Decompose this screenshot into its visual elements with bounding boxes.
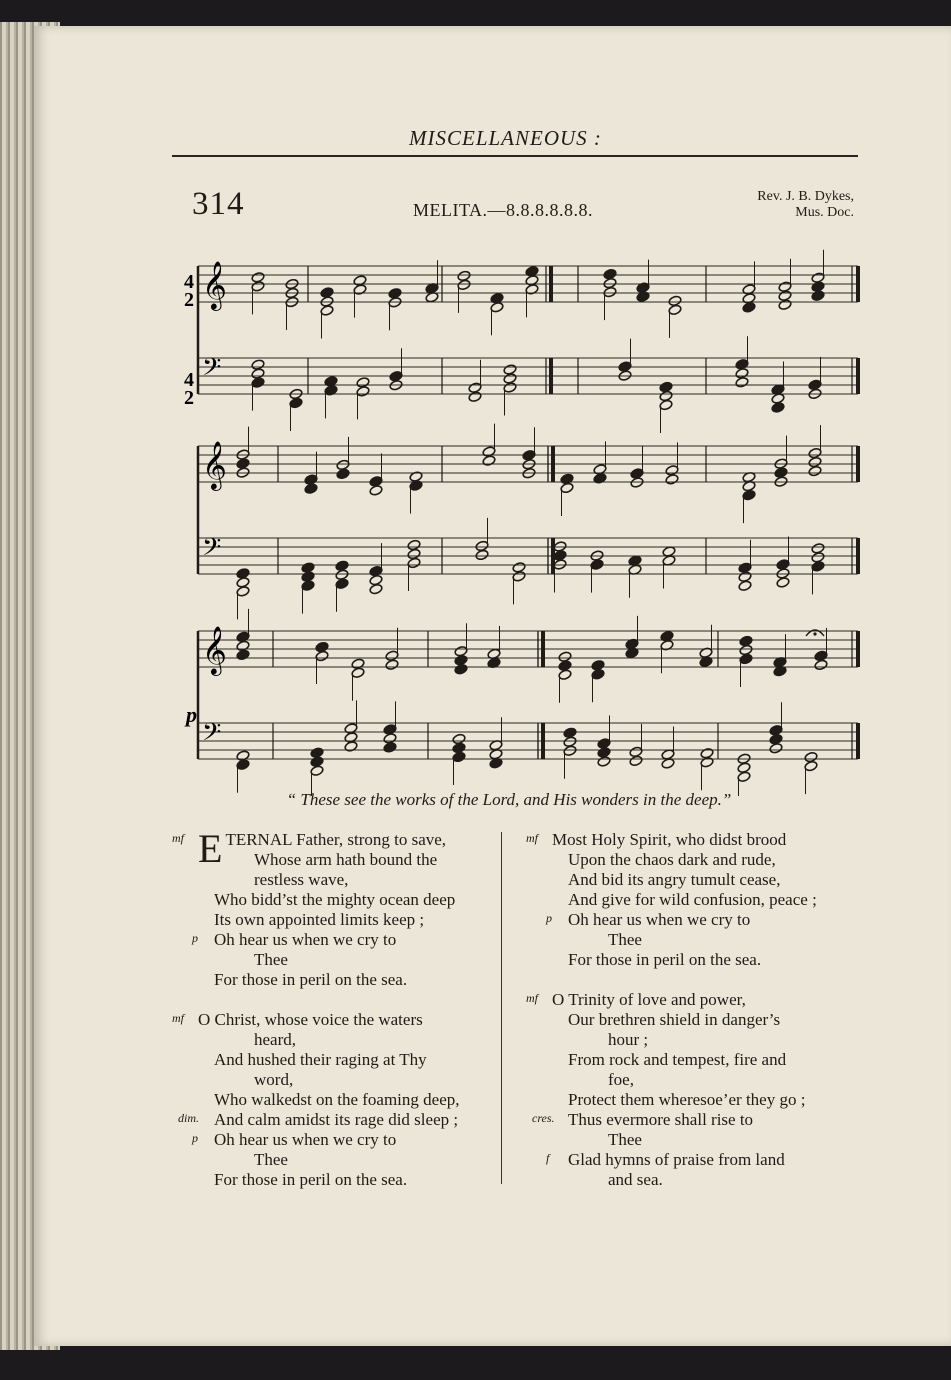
note-head bbox=[475, 549, 489, 561]
bass-clef-icon: 𝄢 bbox=[202, 718, 222, 753]
note-head bbox=[512, 571, 526, 583]
note-head bbox=[369, 485, 383, 497]
tune-name: MELITA.—8.8.8.8.8.8. bbox=[413, 200, 594, 220]
header-rule bbox=[172, 155, 858, 157]
music-score bbox=[158, 236, 868, 796]
verse-text: From rock and tempest, fire and bbox=[568, 1050, 787, 1069]
note-head bbox=[251, 281, 265, 293]
composer-name: Rev. J. B. Dykes, bbox=[757, 189, 854, 204]
dynamic-marking: mf bbox=[172, 831, 184, 845]
note-head bbox=[383, 742, 397, 754]
verse-line bbox=[194, 1130, 494, 1150]
verse-text: For those in peril on the sea. bbox=[214, 1170, 408, 1189]
note-head bbox=[457, 279, 471, 291]
note-head bbox=[811, 561, 825, 573]
verse-text: hour ; bbox=[608, 1030, 649, 1049]
treble-clef-icon: 𝄞 bbox=[202, 260, 227, 309]
verse-line bbox=[548, 930, 848, 950]
verse-text: foe, bbox=[608, 1070, 634, 1089]
note-head bbox=[369, 583, 383, 595]
note-head bbox=[351, 667, 365, 679]
dynamic-marking: mf bbox=[526, 991, 538, 1005]
verse-line bbox=[526, 830, 848, 850]
verse-line bbox=[194, 890, 494, 910]
verse-2 bbox=[172, 1010, 494, 1190]
note-head bbox=[558, 669, 572, 681]
note-head bbox=[739, 653, 753, 665]
note-head bbox=[560, 482, 574, 494]
verse-4 bbox=[526, 990, 848, 1190]
verse-text: Most Holy Spirit, who didst brood bbox=[552, 830, 787, 849]
verse-line bbox=[548, 1130, 848, 1150]
note-head bbox=[629, 755, 643, 767]
note-head bbox=[490, 301, 504, 313]
verse-text: Whose arm hath bound the bbox=[254, 850, 438, 869]
verse-text: O Christ, whose voice the waters bbox=[198, 1010, 423, 1029]
time-signature-treble-top: 4 bbox=[184, 271, 194, 293]
note-head bbox=[590, 559, 604, 571]
verse-text: Oh hear us when we cry to bbox=[214, 1130, 397, 1149]
verse-line bbox=[194, 950, 494, 970]
note-head bbox=[808, 465, 822, 477]
note-head bbox=[503, 382, 517, 394]
verse-line bbox=[194, 1170, 494, 1190]
verse-text: Thee bbox=[608, 930, 642, 949]
verse-text: Thee bbox=[254, 950, 288, 969]
fermata-dot bbox=[813, 632, 816, 635]
bass-clef-icon: 𝄢 bbox=[202, 353, 222, 388]
verse-3 bbox=[526, 830, 848, 970]
verse-line bbox=[194, 1150, 494, 1170]
bass-clef-icon: 𝄢 bbox=[202, 533, 222, 568]
verse-text: Oh hear us when we cry to bbox=[214, 930, 397, 949]
note-head bbox=[320, 305, 334, 317]
verse-text: word, bbox=[254, 1070, 294, 1089]
column-divider bbox=[501, 832, 502, 1184]
note-head bbox=[769, 742, 783, 754]
dynamic-piano-marking: p bbox=[186, 702, 197, 727]
dynamic-marking: dim. bbox=[178, 1111, 199, 1125]
verse-line bbox=[548, 1050, 848, 1070]
verse-line bbox=[172, 1010, 494, 1030]
dynamic-marking: f bbox=[546, 1151, 550, 1165]
note-head bbox=[310, 765, 324, 777]
verse-line bbox=[548, 1170, 848, 1190]
note-head bbox=[597, 756, 611, 768]
note-head bbox=[814, 659, 828, 671]
note-head bbox=[385, 659, 399, 671]
time-signature-treble-bottom: 2 bbox=[184, 289, 194, 311]
note-head bbox=[665, 474, 679, 486]
composer-degree: Mus. Doc. bbox=[795, 205, 854, 220]
note-head bbox=[668, 304, 682, 316]
verse-text: And hushed their raging at Thy bbox=[214, 1050, 427, 1069]
note-head bbox=[659, 399, 673, 411]
verse-text: Upon the chaos dark and rude, bbox=[568, 850, 776, 869]
verse-line bbox=[548, 850, 848, 870]
note-head bbox=[315, 650, 329, 662]
dynamic-marking: mf bbox=[526, 831, 538, 845]
book-page bbox=[34, 26, 951, 1346]
verse-text: Glad hymns of praise from land bbox=[568, 1150, 785, 1169]
verse-text: And bid its angry tumult cease, bbox=[568, 870, 781, 889]
verse-line bbox=[194, 1070, 494, 1090]
verse-line bbox=[548, 910, 848, 930]
verse-text: And give for wild confusion, peace ; bbox=[568, 890, 817, 909]
note-head bbox=[630, 477, 644, 489]
verse-text: For those in peril on the sea. bbox=[214, 970, 408, 989]
verse-line bbox=[526, 990, 848, 1010]
verse-text: Thee bbox=[254, 1150, 288, 1169]
running-head: MISCELLANEOUS : bbox=[409, 126, 602, 150]
dynamic-marking: cres. bbox=[532, 1111, 555, 1125]
verse-text: Protect them wheresoe’er they go ; bbox=[568, 1090, 806, 1109]
note-head bbox=[804, 760, 818, 772]
time-signature-bass-top: 4 bbox=[184, 369, 194, 391]
note-head bbox=[289, 397, 303, 409]
verse-text: Oh hear us when we cry to bbox=[568, 910, 751, 929]
note-head bbox=[236, 759, 250, 771]
verse-line bbox=[548, 1070, 848, 1090]
treble-clef-icon: 𝄞 bbox=[202, 625, 227, 674]
note-head bbox=[563, 745, 577, 757]
verse-text: Its own appointed limits keep ; bbox=[214, 910, 425, 929]
verse-line bbox=[548, 1010, 848, 1030]
note-head bbox=[735, 376, 749, 388]
verse-1 bbox=[172, 826, 494, 990]
verse-line bbox=[548, 1090, 848, 1110]
note-head bbox=[468, 391, 482, 403]
verse-line bbox=[194, 970, 494, 990]
time-signature-bass-bottom: 2 bbox=[184, 387, 194, 409]
treble-clef-icon: 𝄞 bbox=[202, 440, 227, 489]
note-head bbox=[738, 580, 752, 592]
dynamic-marking: p bbox=[546, 911, 552, 925]
dynamic-marking: p bbox=[192, 1131, 198, 1145]
verse-line bbox=[548, 890, 848, 910]
note-head bbox=[353, 284, 367, 296]
verse-line bbox=[178, 1110, 494, 1130]
note-head bbox=[482, 455, 496, 467]
note-head bbox=[251, 377, 265, 389]
note-head bbox=[603, 286, 617, 298]
verse-line bbox=[548, 1150, 848, 1170]
drop-capital: E bbox=[198, 826, 223, 871]
verse-line bbox=[194, 1090, 494, 1110]
dynamic-marking: p bbox=[192, 931, 198, 945]
verse-line bbox=[548, 950, 848, 970]
note-head bbox=[591, 668, 605, 680]
verse-text: heard, bbox=[254, 1030, 297, 1049]
hymn-number: 314 bbox=[192, 186, 245, 222]
note-head bbox=[742, 489, 756, 501]
verse-text: Who bidd’st the mighty ocean deep bbox=[214, 890, 456, 909]
verse-line bbox=[194, 850, 494, 870]
verse-text: Our brethren shield in danger’s bbox=[568, 1010, 781, 1029]
note-head bbox=[335, 578, 349, 590]
verse-text: And calm amidst its rage did sleep ; bbox=[214, 1110, 459, 1129]
verse-line bbox=[532, 1110, 848, 1130]
note-head bbox=[304, 483, 318, 495]
verse-line bbox=[548, 870, 848, 890]
verse-line bbox=[194, 910, 494, 930]
note-head bbox=[742, 302, 756, 314]
verse-line bbox=[548, 1030, 848, 1050]
composer-credit bbox=[674, 189, 854, 221]
verse-line bbox=[194, 1050, 494, 1070]
note-head bbox=[301, 580, 315, 592]
verse-line bbox=[194, 1030, 494, 1050]
verse-text: TERNAL Father, strong to save, bbox=[225, 830, 447, 849]
note-head bbox=[700, 756, 714, 768]
note-head bbox=[336, 468, 350, 480]
verse-text: Thee bbox=[608, 1130, 642, 1149]
score-systems bbox=[198, 250, 858, 796]
verse-text: For those in peril on the sea. bbox=[568, 950, 762, 969]
note-head bbox=[811, 290, 825, 302]
note-head bbox=[454, 663, 468, 675]
note-head bbox=[407, 557, 421, 569]
note-head bbox=[236, 586, 250, 598]
verse-text: Who walkedst on the foaming deep, bbox=[214, 1090, 460, 1109]
note-head bbox=[737, 771, 751, 783]
note-head bbox=[771, 402, 785, 414]
verse-text: restless wave, bbox=[254, 870, 349, 889]
note-head bbox=[778, 299, 792, 311]
verse-line bbox=[194, 930, 494, 950]
dynamic-marking: mf bbox=[172, 1011, 184, 1025]
note-head bbox=[236, 649, 250, 661]
note-head bbox=[356, 386, 370, 398]
verse-line bbox=[194, 870, 494, 890]
verse-text: O Trinity of love and power, bbox=[552, 990, 746, 1009]
note-head bbox=[452, 751, 466, 763]
scripture-epigraph: “ These see the works of the Lord, and His wonders in the deep.” bbox=[286, 790, 732, 809]
note-head bbox=[776, 577, 790, 589]
verse-text: Thus evermore shall rise to bbox=[568, 1110, 754, 1129]
verse-text: and sea. bbox=[608, 1170, 663, 1189]
